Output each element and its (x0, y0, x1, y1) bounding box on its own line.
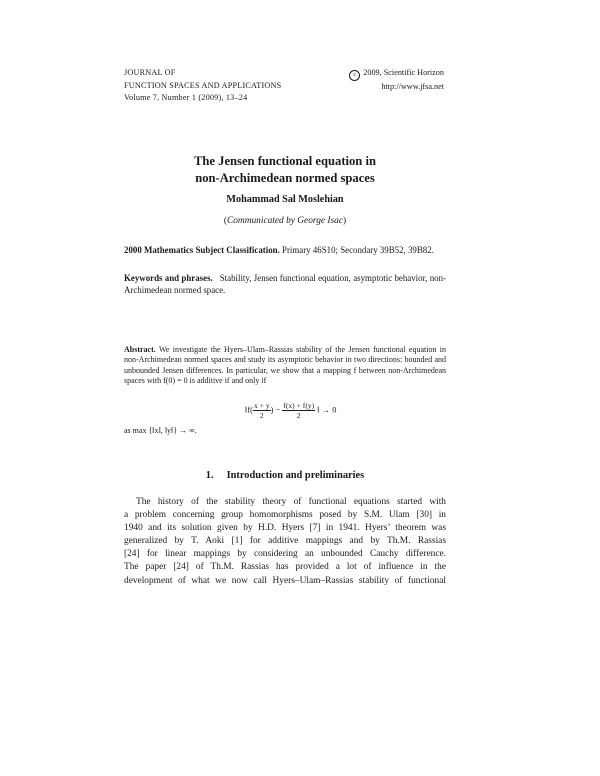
intro-paragraph (124, 496, 446, 588)
title-line1: The Jensen functional equation in (194, 154, 376, 168)
keywords-label: Keywords and phrases. (124, 273, 213, 283)
copyright-text: 2009, Scientific Horizon (363, 68, 444, 77)
section-title: Introduction and preliminaries (226, 470, 365, 481)
author-name: Mohammad Sal Moslehian (226, 194, 344, 205)
formula-lhs: ‖f( (245, 405, 253, 415)
msc-classification (124, 244, 446, 256)
intro-line: The history of the stability theory of functional equations started with (136, 497, 446, 507)
section-heading (124, 470, 446, 481)
formula-body (245, 401, 336, 420)
abstract-text: We investigate the Hyers–Ulam–Rassias stability of the Jensen functional equation in non-Archimedean normed spaces and study its asymptotic behavior in two directions: bounded and unbounded Jensen differences. In particular, we show that a mapping f between non-Archimedean spaces with f(0) = 0 is additive if and only if (124, 345, 447, 386)
msc-text: Primary 46S10; Secondary 39B52, 39B82. (282, 245, 434, 255)
journal-header (124, 67, 281, 105)
fraction-2-numerator: f(x) + f(y) (283, 401, 315, 410)
copyright-header (340, 67, 444, 94)
abstract-ending: as max {‖x‖, ‖y‖} → ∞. (124, 426, 197, 435)
formula-mid: ) − (270, 405, 281, 415)
copyright-icon: c (349, 70, 360, 81)
abstract-formula (124, 401, 446, 427)
title-line2: non-Archimedean normed spaces (195, 171, 375, 185)
communicated-close-paren: ) (343, 216, 347, 226)
keywords (124, 272, 446, 297)
abstract-label: Abstract. (124, 345, 156, 354)
intro-line: 1940 and its solution given by H.D. Hyers [7] in 1941. Hyers’ theorem was (124, 523, 446, 534)
formula-rhs: ‖ → 0 (317, 405, 337, 415)
copyright-line (340, 67, 444, 81)
journal-name-line2: FUNCTION SPACES AND APPLICATIONS (124, 80, 282, 90)
journal-volume: Volume 7, Number 1 (2009), 13–24 (124, 93, 248, 102)
formula-fraction-1 (253, 401, 271, 420)
fraction-1-numerator: x + y (253, 401, 270, 410)
intro-line: a problem concerning group homomorphisms posed by S.M. Ulam [30] in (124, 510, 446, 521)
keywords-text: Stability, Jensen functional equation, asymptotic behavior, non-Archimedean normed space. (124, 273, 446, 296)
fraction-1-denominator: 2 (259, 411, 264, 420)
paper-title (124, 153, 446, 187)
intro-line: development of what we now call Hyers–Ulam–Rassias stability of functional (124, 575, 446, 586)
communicated-text: Communicated by George Isac (226, 216, 344, 226)
intro-line: generalized by T. Aoki [1] for additive mappings and by Th.M. Rassias (124, 536, 446, 547)
communicated-by (124, 216, 446, 226)
journal-url: http://www.jfsa.net (381, 82, 444, 91)
intro-line: [24] for linear mappings by considering an unbounded Cauchy difference. (124, 549, 446, 560)
fraction-2-denominator: 2 (296, 411, 301, 420)
intro-line: The paper [24] of Th.M. Rassias has provided a lot of influence in the (124, 562, 446, 573)
msc-label: 2000 Mathematics Subject Classification. (124, 245, 280, 255)
journal-name-line1: JOURNAL OF (124, 68, 176, 77)
section-number: 1. (205, 470, 214, 481)
formula-fraction-2 (282, 401, 315, 420)
communicated-open-paren: ( (223, 216, 227, 226)
abstract (124, 345, 446, 387)
